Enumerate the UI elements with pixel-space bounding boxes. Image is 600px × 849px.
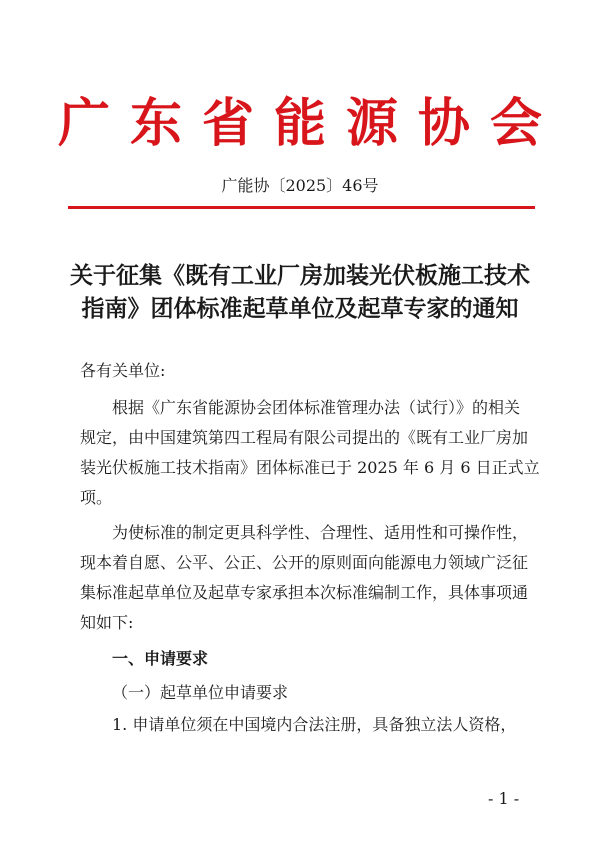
section-1-heading: 一、申请要求 [112, 649, 209, 668]
org-title: 广东省能源协会 [57, 93, 562, 154]
paragraph-1-line-4: 项。 [80, 488, 113, 507]
page-number: - 1 - [488, 789, 520, 808]
paragraph-2-line-2: 现本着自愿、公平、公正、公开的原则面向能源电力领域广泛征 [80, 553, 529, 572]
paragraph-1-line-1: 根据《广东省能源协会团体标准管理办法（试行）》的相关 [112, 398, 521, 417]
document-number: 广能协〔2025〕46号 [221, 176, 379, 195]
paragraph-2-line-4: 知如下: [80, 613, 134, 632]
document-title [60, 259, 540, 325]
requirement-item-1: 1. 申请单位须在中国境内合法注册，具备独立法人资格， [112, 715, 517, 734]
paragraph-1-line-2: 规定，由中国建筑第四工程局有限公司提出的《既有工业厂房加 [80, 428, 529, 447]
paragraph-2-line-1: 为使标准的制定更具科学性、合理性、适用性和可操作性， [112, 523, 529, 542]
subsection-1-heading: （一）起草单位申请要求 [112, 683, 289, 702]
paragraph-2-line-3: 集标准起草单位及起草专家承担本次标准编制工作，具体事项通 [80, 583, 529, 602]
document-title-line-2: 指南》团体标准起草单位及起草专家的通知 [81, 295, 519, 322]
salutation: 各有关单位: [80, 361, 166, 380]
document-title-line-1: 关于征集《既有工业厂房加装光伏板施工技术 [70, 262, 530, 289]
paragraph-1-line-3: 装光伏板施工技术指南》团体标准已于 2025 年 6 月 6 日正式立 [80, 458, 540, 477]
red-divider [68, 206, 535, 209]
